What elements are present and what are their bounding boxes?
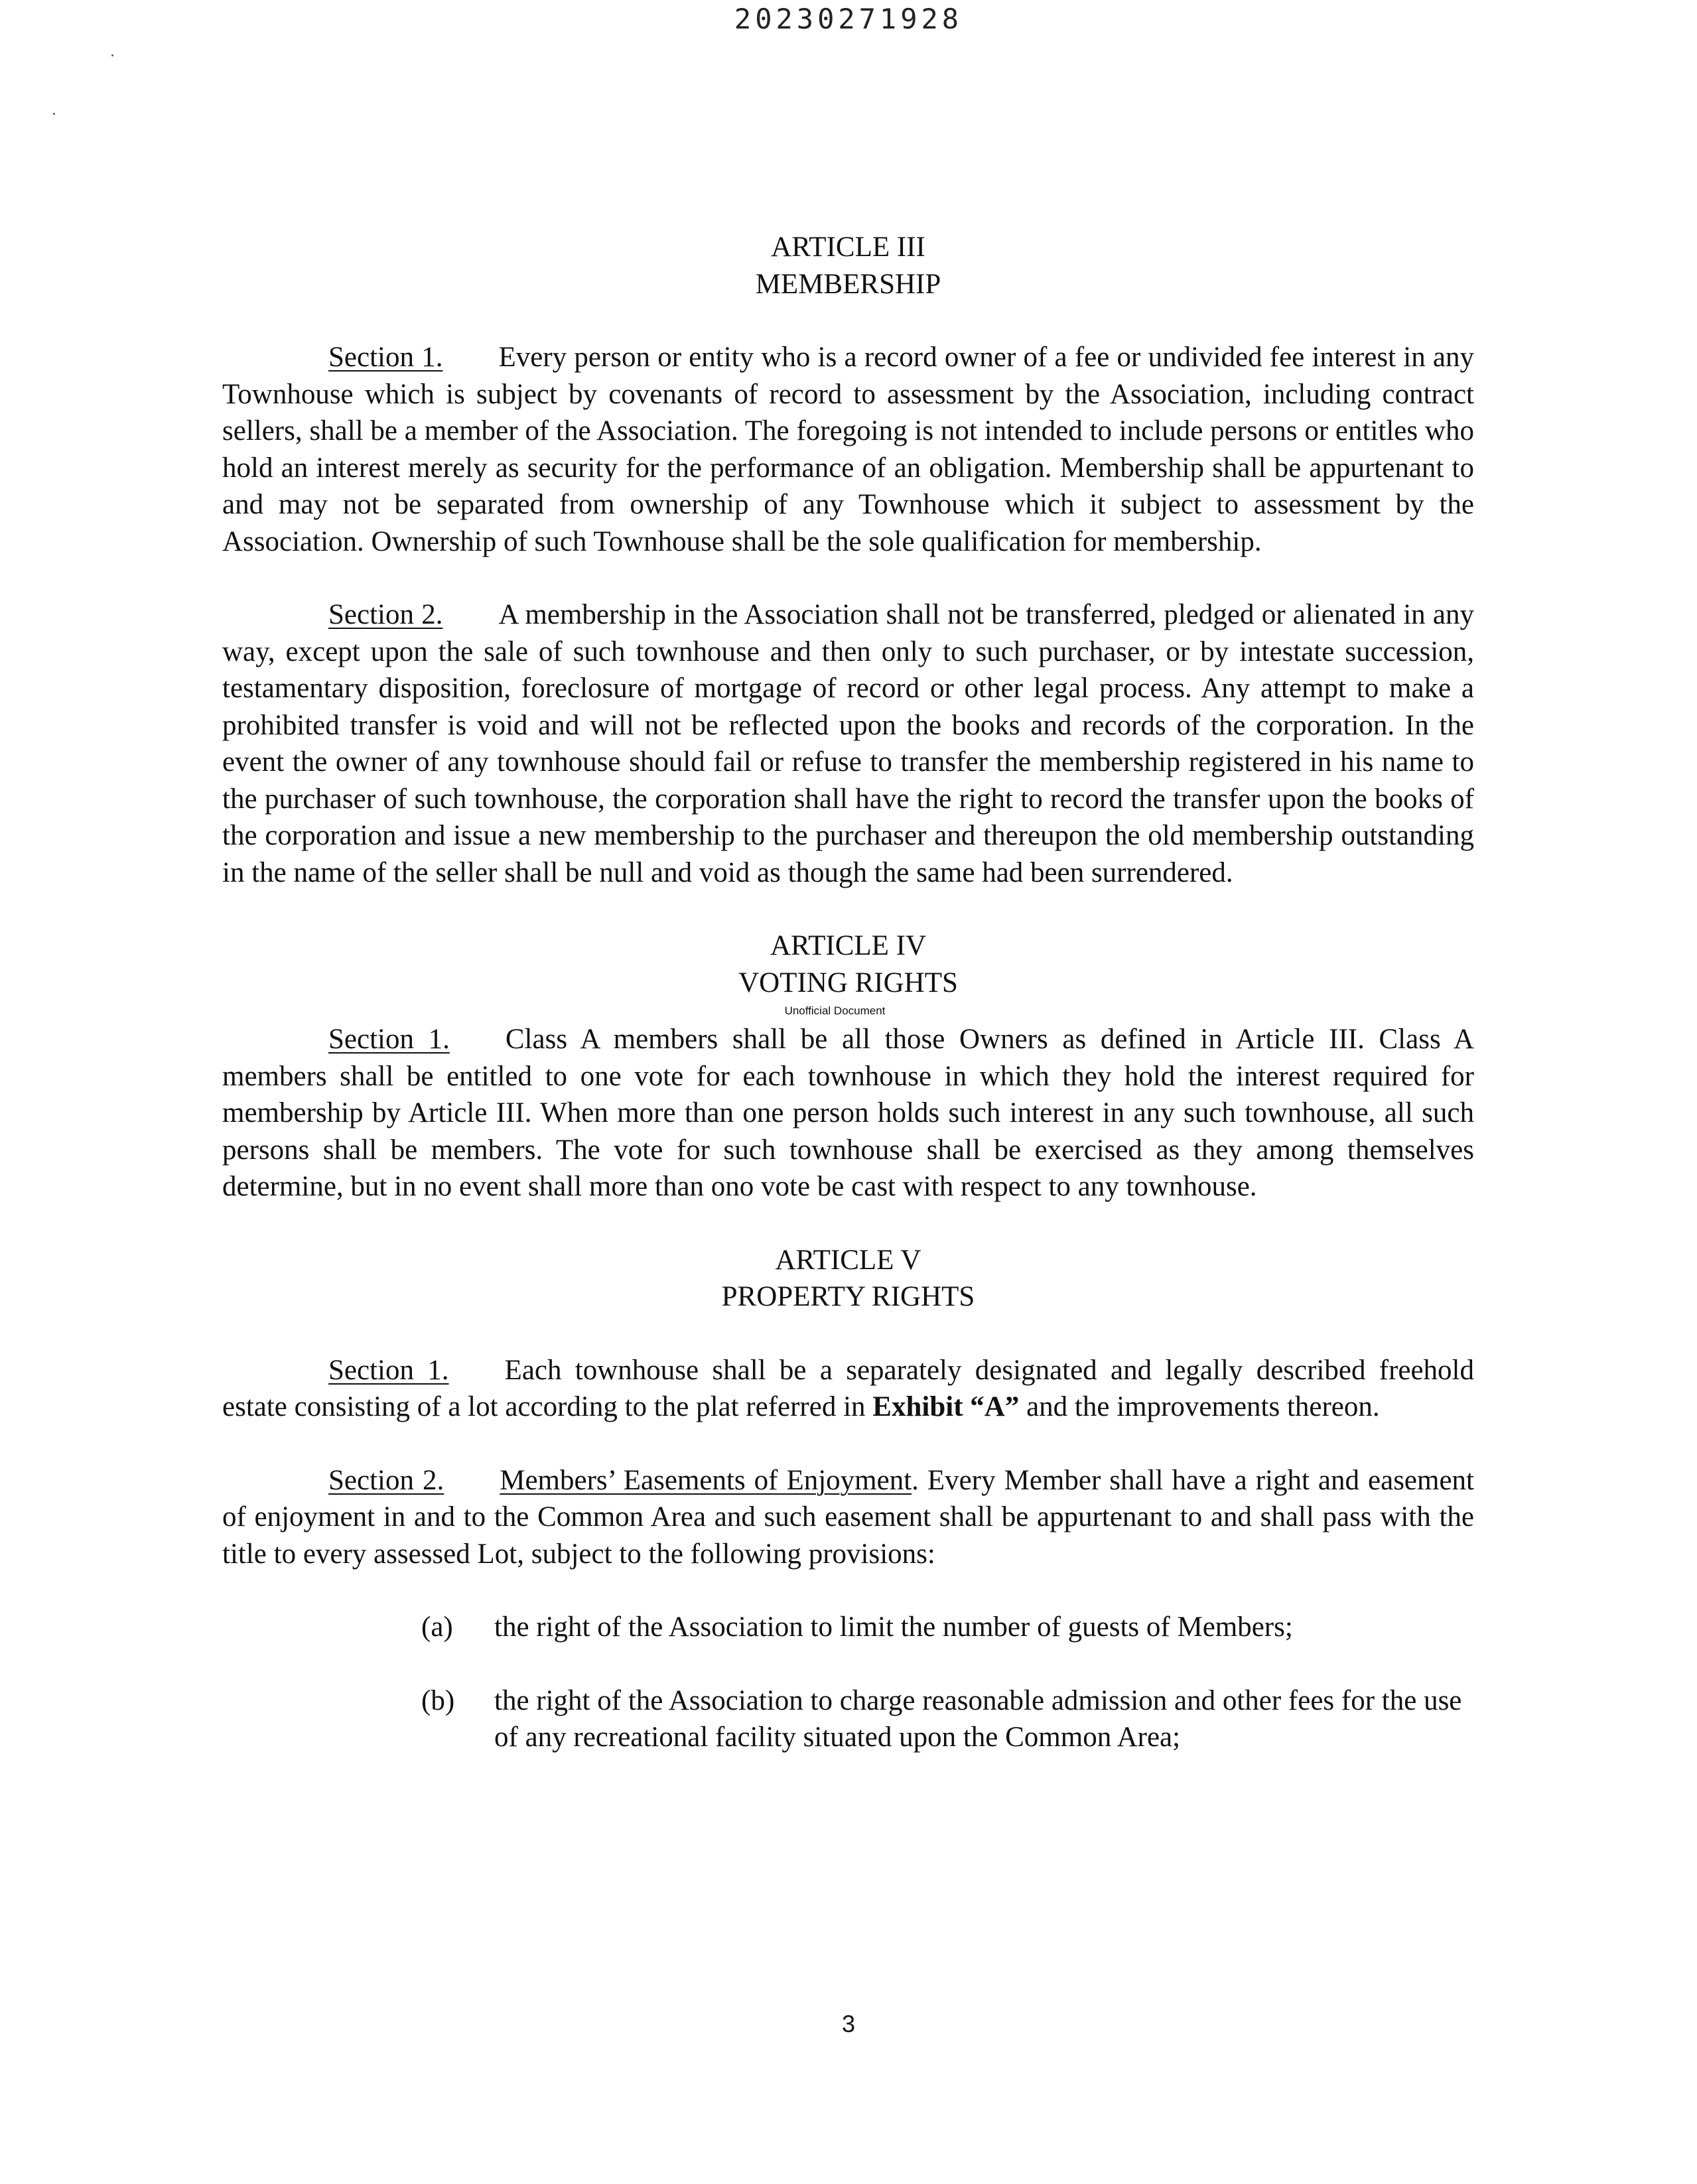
article-4-heading — [222, 927, 1474, 1001]
article-5-heading — [222, 1242, 1474, 1316]
article-4-section-1 — [222, 1021, 1474, 1205]
list-item-label: (b) — [421, 1684, 455, 1716]
list-item-text: the right of the Association to charge reasonable admission and other fees for the use of any recreational facility situated upon the Common Area; — [494, 1684, 1462, 1753]
article-3-heading — [222, 229, 1474, 303]
article-5-section-1 — [222, 1352, 1474, 1426]
scan-speck — [111, 54, 113, 56]
page-number: 3 — [841, 2010, 856, 2037]
section-label: Section 1. — [328, 1024, 450, 1055]
article-3-title: ARTICLE III — [771, 232, 925, 263]
article-4-subtitle: VOTING RIGHTS — [738, 967, 958, 998]
exhibit-reference: Exhibit “A” — [872, 1391, 1020, 1422]
unofficial-watermark: Unofficial Document — [784, 1004, 886, 1017]
section-label: Section 1. — [328, 1354, 449, 1386]
section-text: Every person or entity who is a record owner of a fee or undivided fee interest in any Townhouse which is subject by covenants of record to assessment by the Association, including contract sellers, shall be a member of the Association. The foregoing is not intended to include persons or entitles who hold an interest merely as security for the performance of an obligation. Membership shall be appurtenant to and may not be separated from ownership of any Townhouse which it subject to assessment by the Association. Ownership of such Townhouse shall be the sole qualification for membership. — [222, 342, 1475, 557]
section-text: Class A members shall be all those Owners as defined in Article III. Class A members shall be entitled to one vote for each townhouse in which they hold the interest required for membership by Article III. When more than one person holds such interest in any such townhouse, all such persons shall be members. The vote for such townhouse shall be exercised as they among themselves determine, but in no event shall more than ono vote be cast with respect to any townhouse. — [222, 1024, 1474, 1202]
article-3-section-1 — [222, 339, 1474, 560]
list-item — [421, 1609, 1474, 1646]
article-3-section-2 — [222, 596, 1474, 891]
section-text: . Every Member shall have a right and easement of enjoyment in and to the Common Area and such easement shall be appurtenant to and shall pass with the title to every assessed Lot, subject to the following provisions: — [222, 1464, 1474, 1570]
section-label: Section 2. — [328, 599, 443, 630]
scan-speck — [53, 113, 55, 115]
section-text: Each townhouse shall be a separately designated and legally described freehold estate consisting of a lot according to the plat referred in — [222, 1354, 1475, 1422]
section-text: and the improvements thereon. — [1026, 1391, 1380, 1422]
list-item-label: (a) — [421, 1611, 453, 1643]
section-heading: Members’ Easements of Enjoyment — [500, 1464, 912, 1496]
section-label: Section 1. — [328, 342, 443, 373]
section-text: A membership in the Association shall not be transferred, pledged or alienated in any way, except upon the sale of such townhouse and then only to such purchaser, or by intestate succession, testamentary disposition, foreclosure of mortgage of record or other legal process. Any attempt to make a prohibited transfer is void and will not be reflected upon the books and records of the corporation. In the event the owner of any townhouse should fail or refuse to transfer the membership registered in his name to the purchaser of such townhouse, the corporation shall have the right to record the transfer upon the books of the corporation and issue a new membership to the purchaser and thereupon the old membership outstanding in the name of the seller shall be null and void as though the same had been surrendered. — [222, 599, 1474, 888]
recording-number: 20230271928 — [734, 3, 963, 35]
article-5-section-2 — [222, 1462, 1474, 1573]
section-label: Section 2. — [328, 1464, 444, 1496]
article-5-subtitle: PROPERTY RIGHTS — [721, 1281, 975, 1312]
article-3-subtitle: MEMBERSHIP — [755, 268, 941, 300]
document-body — [222, 229, 1474, 1756]
list-item-text: the right of the Association to limit the number of guests of Members; — [494, 1611, 1293, 1643]
list-item — [421, 1682, 1474, 1756]
article-4-title: ARTICLE IV — [770, 930, 927, 961]
article-5-title: ARTICLE V — [775, 1244, 921, 1276]
